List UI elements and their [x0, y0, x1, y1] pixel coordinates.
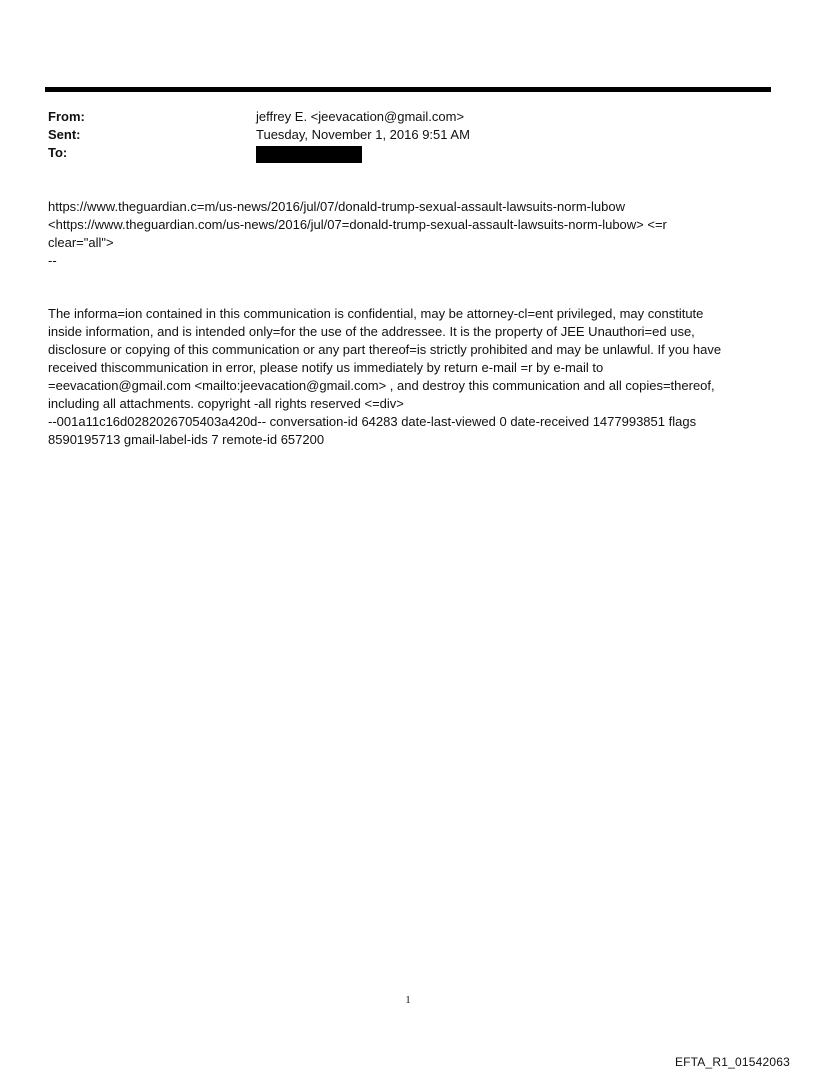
link-line: <https://www.theguardian.com/us-news/2016/jul/07=donald-trump-sexual-assault-lawsuits-norm-lubow> <=r [48, 217, 667, 232]
link-block [48, 198, 763, 270]
metadata-line: --001a11c16d0282026705403a420d-- conversation-id 64283 date-last-viewed 0 date-received 1477993851 flags [48, 414, 697, 429]
disclaimer-block [48, 305, 763, 449]
signature-separator: -- [48, 253, 57, 268]
from-row [48, 108, 748, 126]
disclaimer-line: disclosure or copying of this communication or any part thereof=is strictly prohibited and may be unlawful. If you have [48, 342, 722, 357]
disclaimer-line: received thiscommunication in error, please notify us immediately by return e-mail =r by e-mail to [48, 360, 604, 375]
to-label: To: [48, 145, 68, 160]
email-header [48, 108, 748, 162]
link-line: https://www.theguardian.c=m/us-news/2016/jul/07/donald-trump-sexual-assault-lawsuits-norm-lubow [48, 199, 625, 214]
from-value: jeffrey E. <jeevacation@gmail.com> [256, 109, 465, 124]
sent-label: Sent: [48, 127, 81, 142]
metadata-line: 8590195713 gmail-label-ids 7 remote-id 657200 [48, 432, 325, 447]
document-id: EFTA_R1_01542063 [674, 1055, 790, 1069]
disclaimer-line: =eevacation@gmail.com <mailto:jeevacation@gmail.com> , and destroy this communication and all copies=thereof, [48, 378, 715, 393]
disclaimer-line: including all attachments. copyright -all rights reserved <=div> [48, 396, 404, 411]
disclaimer-line: The informa=ion contained in this communication is confidential, may be attorney-cl=ent privileged, may constitute [48, 306, 704, 321]
redaction-box [256, 146, 362, 163]
header-rule [45, 87, 771, 92]
sent-value: Tuesday, November 1, 2016 9:51 AM [256, 127, 470, 142]
disclaimer-line: inside information, and is intended only=for the use of the addressee. It is the property of JEE Unauthori=ed use, [48, 324, 695, 339]
sent-row [48, 126, 748, 144]
page-number: 1 [405, 994, 411, 1006]
link-line: clear="all"> [48, 235, 114, 250]
to-row [48, 144, 748, 162]
from-label: From: [48, 109, 85, 124]
